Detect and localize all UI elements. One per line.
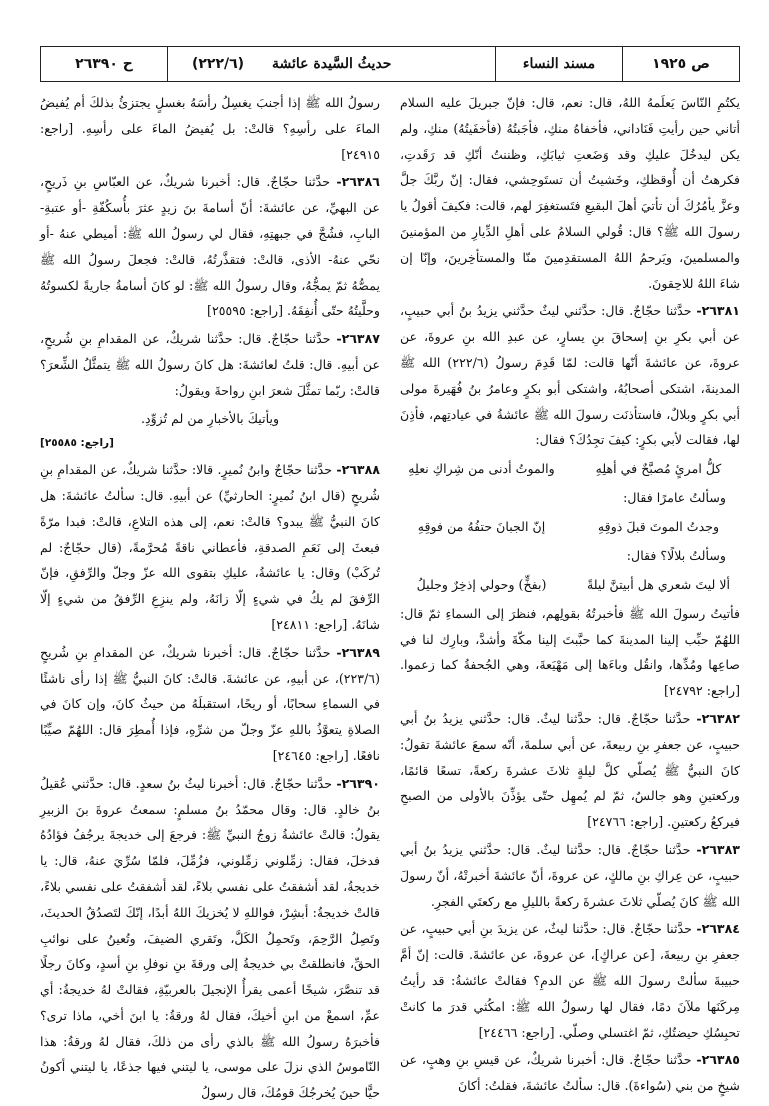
- hadith-text: حدَّثنا حجّاجٌ. قال: حدَّثنا ليثٌ. قال: حدَّثني يزيدُ بنُ أبي حبيبٍ، عن جعفرِ بنِ ربيعةَ، عن أبي سلمةَ، أنّه سمعَ عائشةَ تقولُ: كانَ النبيُّ ﷺ يُصلّي كلَّ ليلةٍ ثلاثَ عشرةَ ركعةً، تسعًا قائمًا، وركعتينِ وهو جالسٌ، ثمّ لم يُمهِل حتّى يؤذِّنَ بالأولى من الصبحِ فيركعُ ركعتينِ. [راجع: ٢٤٧٦٦]: [400, 710, 740, 830]
- page-number: ص ١٩٢٥: [622, 47, 739, 81]
- right-column: [400, 90, 741, 1094]
- hadith-entry: [400, 1047, 740, 1099]
- reference-note: [راجع: ٢٥٥٨٥]: [40, 437, 114, 450]
- hadith-number: ٢٦٣٨١-: [696, 303, 740, 319]
- hadith-number: ٢٦٣٨٤-: [696, 921, 740, 937]
- chapter-title: حديثُ السَّيدة عائشة: [272, 56, 392, 72]
- verse-hemistich: (بفخٍّ) وحولي إذخِرٌ وجليلُ: [416, 576, 547, 592]
- hadith-text: حدَّثنا حجّاجٌ. قال: حدَّثنا ليثٌ، عن يزيدَ بنِ أبي حبيبٍ، عن جعفرِ بنِ ربيعةَ، [عن عراكٍ]، عن عروةَ، عن عائشةَ. قالت: إنّ أمَّ حبيبةَ سألتْ رسولَ الله ﷺ عن الدمِ؟ فقالتْ عائشةُ: قد رأيتُ مِركَنَها ملآنَ دمًا، فقال لها رسولُ الله ﷺ: امكُثي قدرَ ما كانتْ تحبِسُكِ حيضتُكِ، ثمّ اغتسلي وصلّي. [راجع: ٢٤٤٦٦]: [400, 921, 740, 1040]
- verse-hemistich: كلُّ امرئٍ مُصبَّحٌ في أهلِهِ: [595, 461, 722, 477]
- hadith-entry: [400, 837, 740, 914]
- verse-hemistich: وجدتُ الموتَ قبلَ ذوقِهِ: [597, 518, 720, 534]
- verse-intro: وسألتُ بلالًا؟ فقال:: [626, 547, 726, 563]
- book-section: مسند النساء: [495, 47, 622, 81]
- hadith-entry: [400, 706, 740, 835]
- page: [40, 32, 741, 1101]
- hadith-entry: [40, 771, 380, 1106]
- hadith-text: حدَّثنا حجّاجٌ. قال: أخبرنا ليثُ بنُ سعدٍ. قال: حدَّثني عُقيلُ بنُ خالدٍ. قال: وقال محمّدُ بنُ مسلمٍ: سمعتُ عروةَ بنَ الزبيرِ يقولُ: قالتْ عائشةُ زوجُ النبيِّ ﷺ: فرجعَ إلى خديجةَ يرجُفُ فؤادُهُ فدخلَ، فقال: زمِّلوني زمِّلوني، فزُمِّلَ، فلمّا سُرِّيَ عنهُ، قال: يا خديجةُ، لقد أشفقتُ على نفسي بلاءً، لقد أشفقتُ على نفسي بلاءً، قالتْ خديجةُ: أبشِرْ، فواللهِ لا يُخزيكَ اللهُ أبدًا، إنّكَ لتَصدُقُ الحديثَ، وتَصِلُ الرَّحِمَ، وتَحمِلُ الكَلَّ، وتَقري الضيفَ، وتُعينُ على نوائبِ الحقِّ، فانطلقتْ بي خديجةُ إلى ورقةَ بنِ نوفلِ بنِ أسدٍ، وكانَ رجلًا قد تنصَّرَ، شيخًا أعمى يقرأُ الإنجيلَ بالعربيّةِ، فقالتْ لهُ خديجةُ: أي عمِّ، اسمعْ من ابنِ أخيكَ، فقال لهُ ورقةُ: يا ابنَ أخي، ماذا ترى؟ فأخبرَهُ رسولُ الله ﷺ بالذي رأى من ذلكَ، فقال لهُ ورقةُ: هذا النّاموسُ الذي نزلَ على موسى، يا ليتني فيها جذعًا، يا ليتني أكونُ حيًّا حينَ يُخرجُكَ قومُكَ، قال رسولُ: [40, 775, 380, 1101]
- hadith-number: ٢٦٣٨٨-: [336, 462, 380, 478]
- verse-hemistich: والموتُ أدنى من شِراكِ نعلِهِ: [408, 461, 555, 477]
- volume-reference: (٢٢٢/٦): [167, 47, 268, 81]
- verse-hemistich: ألا ليتَ شعري هل أبيتنَّ ليلةً: [586, 576, 731, 592]
- verse-block: [400, 571, 740, 599]
- hadith-entry: [40, 169, 380, 324]
- paragraph: فأتيتُ رسولَ الله ﷺ فأخبرتُهُ بقولِهم، فنظرَ إلى السماءِ ثمّ قال: اللهُمّ حبِّب إلينا المدينةَ كما حبَّبتَ إلينا مكّةَ وأشدَّ، وبارِك لنا في صاعِها ومُدِّها، وانقُل وباءَها إلى مَهْيَعةَ، وهي الجُحفةُ كما زعموا. [راجع: ٢٤٧٩٢]: [400, 605, 740, 699]
- paragraph: رسولُ الله ﷺ إذا أجنبَ يغسِلُ رأسَهُ بغسلٍ يجتزئُ بذلكَ أم يُفيضُ الماءَ على رأسِهِ؟ قالتْ: بل يُفيضُ الماءَ على رأسِهِ. [راجع: ٢٤٩١٥]: [40, 95, 380, 162]
- hadith-entry: [40, 326, 380, 403]
- paragraph: يكتُمِ النّاسَ يَعلَمهُ اللهُ، قال: نعم، قال: فإنّ جبريلَ عليه السلام أتاني حين رأيتِ فَنَاداني، فأخفاهُ منكِ، فأجَبتُهُ (فأخفَيتُهُ) منكِ، ولم يكن ليدخُلَ عليكِ وقد وَضَعتِ ثيابَكِ، وظننتُ أنّكِ قد رَقَدتِ، فكرهتُ أن أُوقظكِ، وخَشيتُ أن تستَوحِشي، فقال: إنّ ربَّكَ جلَّ وعزَّ يأمُرُكَ أن تأتيَ أهلَ البقيعِ فتَستغفِرَ لهم، قالت: فكيفَ أقولُ يا رسولَ الله ﷺ؟ قال: قُولي السلامُ على أهلِ الدِّيارِ من المؤمنينَ والمسلمينَ، ويَرحمُ اللهُ المستقدِمينَ منّا والمستأخِرينَ، وإنّا إن شاءَ اللهُ للاحِقونَ.: [400, 95, 740, 291]
- hadith-text: حدَّثنا حجّاجٌ. قال: أخبرنا شريكٌ، عن المقدامِ بنِ شُريحٍ (٢٢٣/٦)، عن أبيهِ، عن عائشةَ. قالتْ: كانَ النبيُّ ﷺ إذا رأى ناشئًا في السماءِ سحابًا، أو ريحًا، استقبلَهُ من حيثُ كانَ، وإن كانَ في الصلاةِ يتعوَّذُ باللهِ عزّ وجلّ من شرِّهِ، فإذا أُمطِرَ قال: اللهُمّ صيِّبًا نافعًا. [راجع: ٢٤٦٤٥]: [40, 644, 380, 763]
- page-header: [40, 46, 740, 82]
- hadith-number: ٢٦٣٨٦-: [336, 174, 380, 190]
- hadith-number: ٢٦٣٨٥-: [696, 1052, 740, 1068]
- hadith-number: ٢٦٣٨٩-: [336, 644, 380, 660]
- verse-block: [400, 513, 740, 541]
- hadith-range: ح ٢٦٣٩٠: [75, 56, 133, 72]
- hadith-entry: [400, 298, 740, 453]
- hadith-text: حدَّثنا حجّاجٌ وابنُ نُميرٍ. قالا: حدَّثنا شريكٌ، عن المقدامِ بنِ شُريحٍ (قال ابنُ نُميرٍ: الحارثيِّ) عن أبيهِ. قال: سألتُ عائشةَ: هل كانَ النبيُّ ﷺ يبدو؟ قالتْ: نعم، إلى هذه التلاعِ، قالتْ: فبدا مرّةً فبعثَ إلى نَعَمِ الصدقةِ، فأعطاني ناقةً مُحرَّمةً، (قال حجّاجٌ: لم تُركَبْ) وقال: يا عائشةُ، عليكِ بتقوى الله عزّ وجلّ والرِّفقِ، فإنّ الرِّفقَ لم يكُ في شيءٍ إلّا زانَهُ، ولم ينزِعِ الرِّفقُ من شيءٍ إلّا شانَهُ. [راجع: ٢٤٨١١]: [40, 462, 380, 632]
- left-column: [40, 90, 380, 1101]
- hadith-text: حدَّثنا حجّاجٌ. قال: حدَّثنا ليثٌ. قال: حدَّثني يزيدُ بنُ أبي حبيبٍ، عن عِراكِ بنِ مالكٍ، عن عروةَ، أنّ عائشةَ أخبرتْهُ، أنّ رسولَ الله ﷺ كانَ يُصلّي ثلاثَ عشرةَ ركعةً بالليلِ مع ركعتَي الفجرِ.: [400, 841, 740, 909]
- hadith-entry: [400, 916, 740, 1045]
- hadith-text: حدَّثنا حجّاجٌ. قال: حدَّثني ليثٌ حدَّثني يزيدُ بنُ أبي حبيبٍ، عن أبي بكرِ بنِ إسحاقَ بنِ يسارٍ، عن عبدِ الله بنِ عروةَ، عن عروةَ، عن عائشةَ أنّها قالت: لمّا قَدِمَ رسولُ (٢٢٢/٦) الله ﷺ المدينةَ، اشتكى أصحابُهُ، واشتكى أبو بكرٍ وعامرُ بنُ فُهَيرةَ مولى أبي بكرٍ وبلالٌ، فاستأذنَت رسولَ الله ﷺ عائشةُ في عيادتِهم، فأذِنَ لها، فقالت لأبي بكرٍ: كيفَ تجِدُكَ؟ فقال:: [400, 303, 741, 448]
- hadith-text: حدَّثنا حجّاجٌ. قال: أخبرنا شريكٌ، عن قيسِ بنِ وهبٍ، عن شيخٍ من بني (سُواءةَ). قال: سألتُ عائشةَ، فقلتُ: أكانَ: [400, 1052, 740, 1094]
- hadith-number: ٢٦٣٩٠-: [336, 775, 380, 791]
- hadith-number: ٢٦٣٨٧-: [336, 331, 380, 347]
- hadith-entry: [40, 640, 380, 769]
- hadith-number: ٢٦٣٨٢-: [696, 710, 740, 726]
- hadith-entry: [40, 457, 380, 638]
- verse-intro: وسألتُ عامرًا فقال:: [623, 490, 726, 506]
- hadith-text: حدَّثنا حجّاجٌ. قال: أخبرنا شريكٌ، عن العبّاسِ بنِ ذَريحٍ، عن البهيِّ، عن عائشةَ: أنّ أسامةَ بنَ زيدٍ عثرَ بأُسكُفّةِ -أو عتبةِ- البابِ، فشُجَّ في جبهتِهِ، فقال لي رسولُ الله ﷺ: أميطي عنهُ -أو نحّي عنهُ- الأذى، قالتْ: فتقذَّرتُهُ، قالتْ: فجعلَ رسولُ الله ﷺ يمصُّهُ ثمّ يمجُّهُ، وقال رسولُ الله ﷺ: لو كانَ أسامةُ جاريةً لكسوتُهُ وحلَّيتُهُ حتّى أُنفِقَهُ. [راجع: ٢٥٥٩٥]: [40, 174, 380, 319]
- verse-hemistich: إنّ الجبانَ حتفُهُ من فوقِهِ: [417, 518, 546, 534]
- verse-block: [400, 455, 740, 483]
- hadith-number: ٢٦٣٨٣-: [696, 841, 740, 857]
- poem-line: ويأتيكَ بالأخبارِ من لم تُزوِّدِ.: [140, 410, 280, 426]
- hadith-text: حدَّثنا حجّاجٌ. قال: حدَّثنا شريكٌ، عن المقدامِ بنِ شُريحٍ، عن أبيهِ. قال: قلتُ لعائشةَ: هل كانَ رسولُ الله ﷺ يتمثَّلُ الشِّعرَ؟ قالتْ: ربّما تمثَّلَ شعرَ ابنِ رواحةَ ويقولُ:: [40, 331, 380, 398]
- text-columns: [40, 90, 741, 1101]
